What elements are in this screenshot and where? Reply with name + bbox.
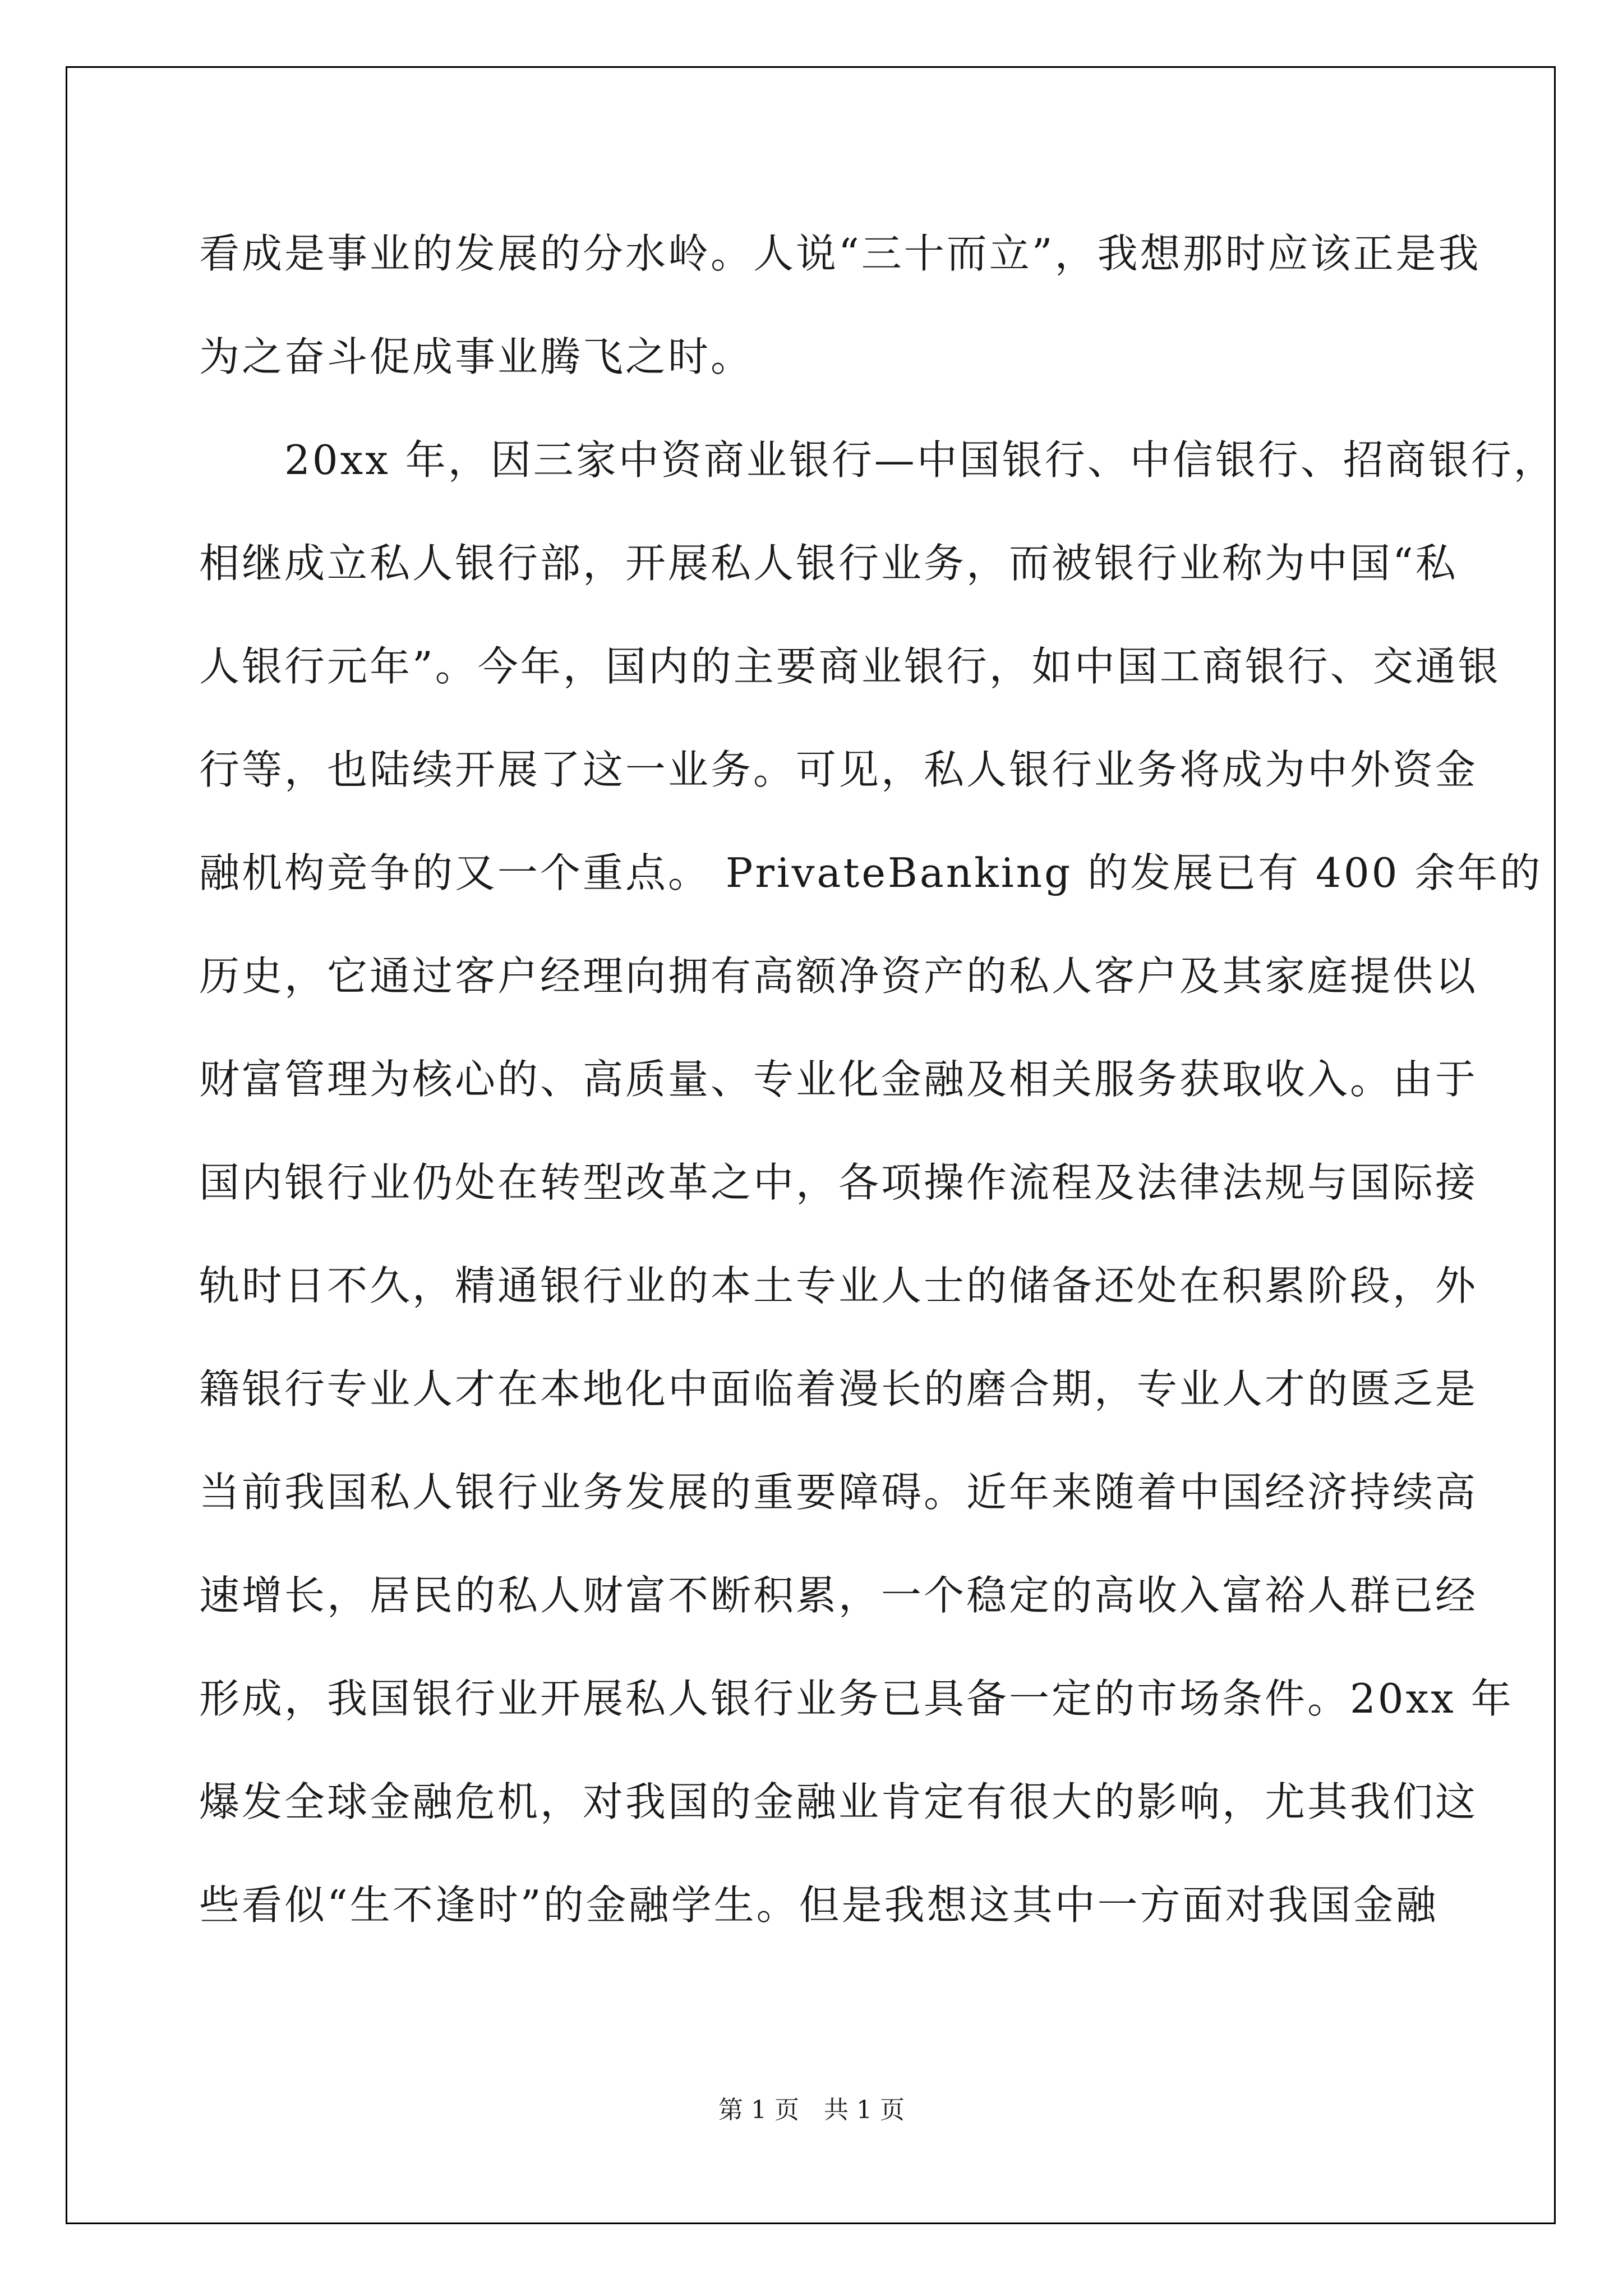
text-line: 人银行元年”。今年，国内的主要商业银行，如中国工商银行、交通银	[199, 643, 1501, 690]
text-line: 历史，它通过客户经理向拥有高额净资产的私人客户及其家庭提供以	[199, 953, 1478, 1000]
text-line: 轨时日不久，精通银行业的本土专业人士的储备还处在积累阶段，外	[199, 1262, 1478, 1309]
text-line: 当前我国私人银行业务发展的重要障碍。近年来随着中国经济持续高	[199, 1469, 1478, 1516]
text-line: 些看似“生不逢时”的金融学生。但是我想这其中一方面对我国金融	[199, 1881, 1438, 1929]
text-line: 财富管理为核心的、高质量、专业化金融及相关服务获取收入。由于	[199, 1056, 1478, 1103]
page-number-footer: 第 1 页 共 1 页	[718, 2096, 905, 2124]
text-line: 为之奋斗促成事业腾飞之时。	[199, 333, 754, 380]
text-line: 行等，也陆续开展了这一业务。可见，私人银行业务将成为中外资金	[199, 746, 1478, 793]
text-line: 爆发全球金融危机，对我国的金融业肯定有很大的影响，尤其我们这	[199, 1778, 1478, 1825]
text-line: 融机构竞争的又一个重点。 PrivateBanking 的发展已有 400 余年的	[199, 849, 1543, 896]
text-line: 籍银行专业人才在本地化中面临着漫长的磨合期，专业人才的匮乏是	[199, 1365, 1478, 1412]
text-line: 国内银行业仍处在转型改革之中，各项操作流程及法律法规与国际接	[199, 1159, 1478, 1206]
text-line: 形成，我国银行业开展私人银行业务已具备一定的市场条件。20xx 年	[199, 1675, 1514, 1722]
text-line: 速增长，居民的私人财富不断积累，一个稳定的高收入富裕人群已经	[199, 1572, 1478, 1619]
body-text	[199, 202, 1556, 1957]
text-line: 相继成立私人银行部，开展私人银行业务，而被银行业称为中国“私	[199, 540, 1458, 587]
text-line: 20xx 年，因三家中资商业银行—中国银行、中信银行、招商银行，	[199, 436, 1556, 484]
text-line: 看成是事业的发展的分水岭。人说“三十而立”，我想那时应该正是我	[199, 230, 1481, 277]
